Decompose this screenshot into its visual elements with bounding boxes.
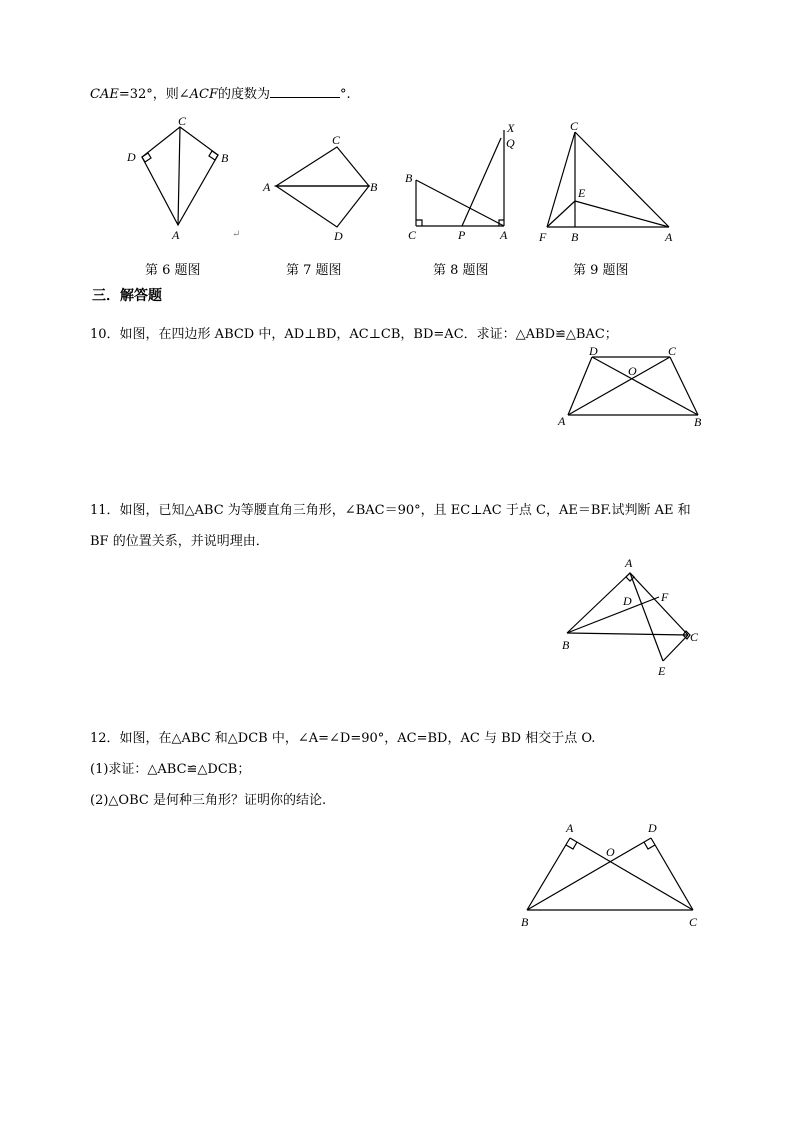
question-11-line1: 11．如图，已知△ABC 为等腰直角三角形，∠BAC＝90°，且 EC⊥AC 于点 C，AE＝BF.试判断 AE 和 bbox=[90, 503, 691, 518]
fig6-label-b: B bbox=[221, 151, 229, 165]
q-top-unit: °. bbox=[340, 87, 351, 102]
fig6-label-c: C bbox=[178, 114, 187, 128]
fig8-label-p: P bbox=[458, 228, 466, 242]
q11-label-f: F bbox=[661, 590, 669, 604]
caption-fig7: 第 7 题图 bbox=[286, 263, 342, 278]
q12-label-o: O bbox=[606, 845, 615, 859]
fig8-label-b: B bbox=[405, 171, 413, 185]
fig9-label-f: F bbox=[539, 230, 547, 244]
figure-8 bbox=[400, 120, 530, 245]
q12-label-a: A bbox=[566, 821, 574, 835]
q11-label-d: D bbox=[623, 594, 632, 608]
fig9-label-e: E bbox=[578, 186, 586, 200]
question-10: 10．如图，在四边形 ABCD 中，AD⊥BD，AC⊥CB，BD=AC．求证：△ABD≌△BAC； bbox=[90, 327, 618, 342]
fig9-label-b: B bbox=[571, 230, 579, 244]
text-cae: CAE bbox=[90, 87, 119, 102]
section-title: 三．解答题 bbox=[92, 288, 162, 304]
figure-9 bbox=[535, 117, 685, 247]
fig6-label-d: D bbox=[127, 150, 136, 164]
q12-label-c: C bbox=[689, 915, 698, 929]
fig9-label-c: C bbox=[570, 119, 579, 133]
fig7-label-d: D bbox=[334, 229, 343, 243]
answer-blank[interactable] bbox=[270, 85, 340, 98]
fig6-label-a: A bbox=[172, 228, 180, 242]
right-angle-b bbox=[209, 151, 218, 160]
q12-label-d: D bbox=[648, 821, 657, 835]
q11-label-c: C bbox=[690, 630, 699, 644]
question-12-line3: (2)△OBC 是何种三角形？证明你的结论. bbox=[90, 793, 327, 808]
caption-fig8: 第 8 题图 bbox=[433, 263, 489, 278]
caption-fig9: 第 9 题图 bbox=[573, 263, 629, 278]
q10-label-o: O bbox=[628, 364, 637, 378]
fig8-label-x: X bbox=[507, 121, 515, 135]
q10-label-a: A bbox=[558, 414, 566, 428]
q11-label-b: B bbox=[562, 638, 570, 652]
figure-6 bbox=[120, 115, 250, 250]
q-top-suffix: 的度数为 bbox=[218, 87, 271, 102]
q12-label-b: B bbox=[521, 915, 529, 929]
fig8-label-c: C bbox=[408, 228, 417, 242]
q-top-rest: =32°，则∠ bbox=[118, 87, 190, 102]
question-12-line1: 12．如图，在△ABC 和△DCB 中，∠A=∠D=90°，AC=BD，AC 与 BD 相交于点 O. bbox=[90, 731, 596, 746]
question-11-line2: BF 的位置关系，并说明理由． bbox=[90, 534, 269, 549]
caption-fig6: 第 6 题图 bbox=[145, 263, 201, 278]
fig7-label-c: C bbox=[332, 133, 341, 147]
q10-label-c: C bbox=[668, 344, 677, 358]
figure-q11 bbox=[555, 553, 715, 683]
figure-q12 bbox=[515, 818, 715, 933]
q11-label-a: A bbox=[625, 556, 633, 570]
right-angle-c bbox=[416, 220, 422, 226]
figure-q10 bbox=[558, 345, 708, 435]
angle-acf: ACF bbox=[189, 87, 219, 102]
fig7-label-b: B bbox=[370, 180, 378, 194]
fig8-label-q: Q bbox=[506, 136, 515, 150]
q10-label-d: D bbox=[589, 344, 598, 358]
question-12-line2: (1)求证：△ABC≌△DCB； bbox=[90, 762, 251, 777]
question-9-tail bbox=[90, 83, 351, 102]
q11-label-e: E bbox=[658, 664, 666, 678]
fig7-label-a: A bbox=[263, 180, 271, 194]
fig9-label-a: A bbox=[665, 230, 673, 244]
fig8-label-a: A bbox=[500, 228, 508, 242]
q10-label-b: B bbox=[694, 415, 702, 429]
return-mark: ↵ bbox=[232, 229, 241, 240]
figure-7 bbox=[260, 128, 385, 243]
